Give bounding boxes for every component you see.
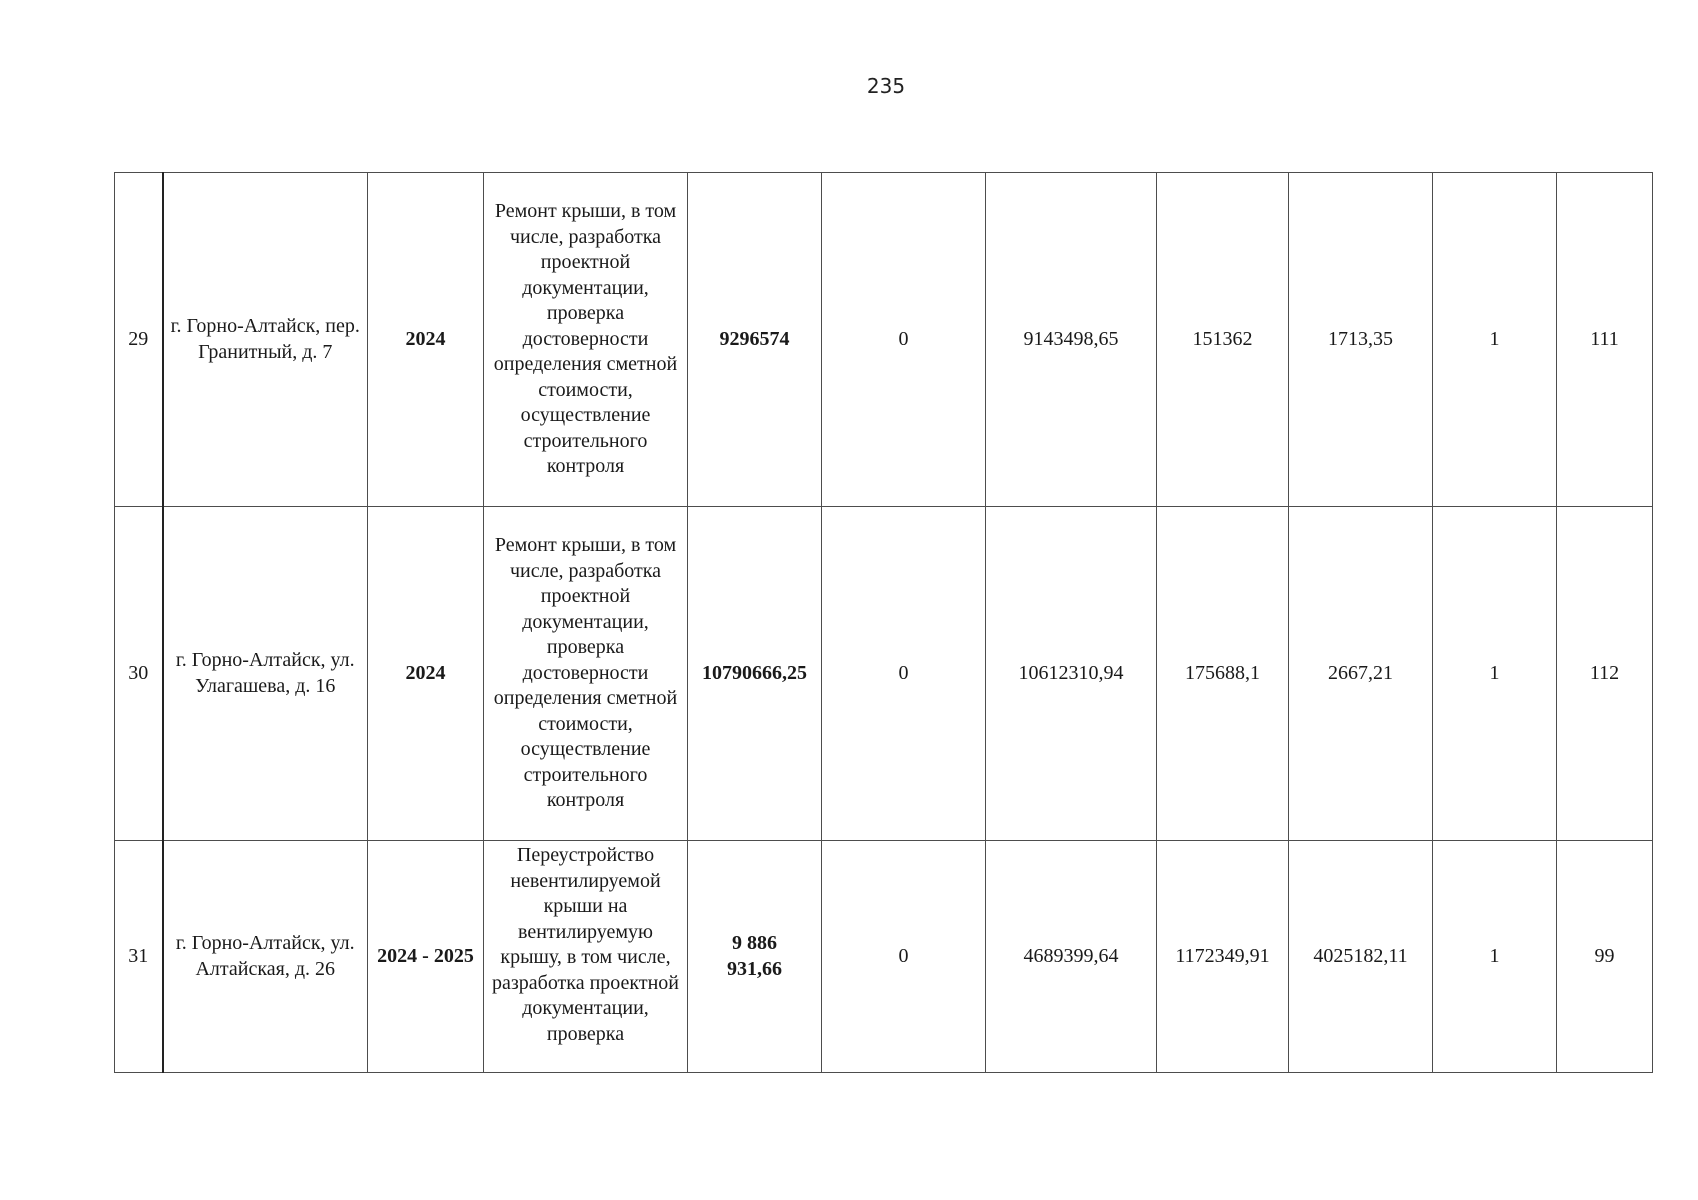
row-number-cell: 31 [115,841,163,1073]
period-cell: 2024 [368,173,484,507]
value-cell-7: 4689399,64 [986,841,1157,1073]
total-cost-cell: 9296574 [688,173,822,507]
work-type-cell: Ремонт крыши, в том числе, разработка проектной документации, проверка достоверности определения сметной стоимости, осуществление строительного контроля [484,173,688,507]
value-cell-6: 0 [822,173,986,507]
value-cell-8: 1172349,91 [1157,841,1289,1073]
value-cell-10: 1 [1433,173,1557,507]
table-row [115,507,1653,841]
row-number-cell: 29 [115,173,163,507]
table-row [115,173,1653,507]
table-row [115,841,1653,1073]
value-cell-11: 111 [1557,173,1653,507]
work-type-text: Переустройство невентилируемой крыши на вентилируемую крышу, в том числе, разработка проектной документации, проверка [491,844,680,1045]
period-cell: 2024 [368,507,484,841]
value-cell-8: 175688,1 [1157,507,1289,841]
value-cell-9: 2667,21 [1289,507,1433,841]
address-cell: г. Горно-Алтайск, ул. Алтайская, д. 26 [163,841,368,1073]
row-number-cell: 30 [115,507,163,841]
total-cost-cell: 9 886 931,66 [688,841,822,1073]
value-cell-9: 1713,35 [1289,173,1433,507]
value-cell-10: 1 [1433,841,1557,1073]
value-cell-7: 9143498,65 [986,173,1157,507]
work-type-cell [484,841,688,1073]
work-type-cell: Ремонт крыши, в том числе, разработка проектной документации, проверка достоверности определения сметной стоимости, осуществление строительного контроля [484,507,688,841]
address-cell: г. Горно-Алтайск, ул. Улагашева, д. 16 [163,507,368,841]
period-cell: 2024 - 2025 [368,841,484,1073]
value-cell-9: 4025182,11 [1289,841,1433,1073]
value-cell-8: 151362 [1157,173,1289,507]
capital-repair-table [114,172,1653,1073]
value-cell-10: 1 [1433,507,1557,841]
page-number: 235 [866,74,906,98]
value-cell-6: 0 [822,841,986,1073]
value-cell-11: 99 [1557,841,1653,1073]
value-cell-11: 112 [1557,507,1653,841]
address-cell: г. Горно-Алтайск, пер. Гранитный, д. 7 [163,173,368,507]
value-cell-7: 10612310,94 [986,507,1157,841]
value-cell-6: 0 [822,507,986,841]
total-cost-cell: 10790666,25 [688,507,822,841]
